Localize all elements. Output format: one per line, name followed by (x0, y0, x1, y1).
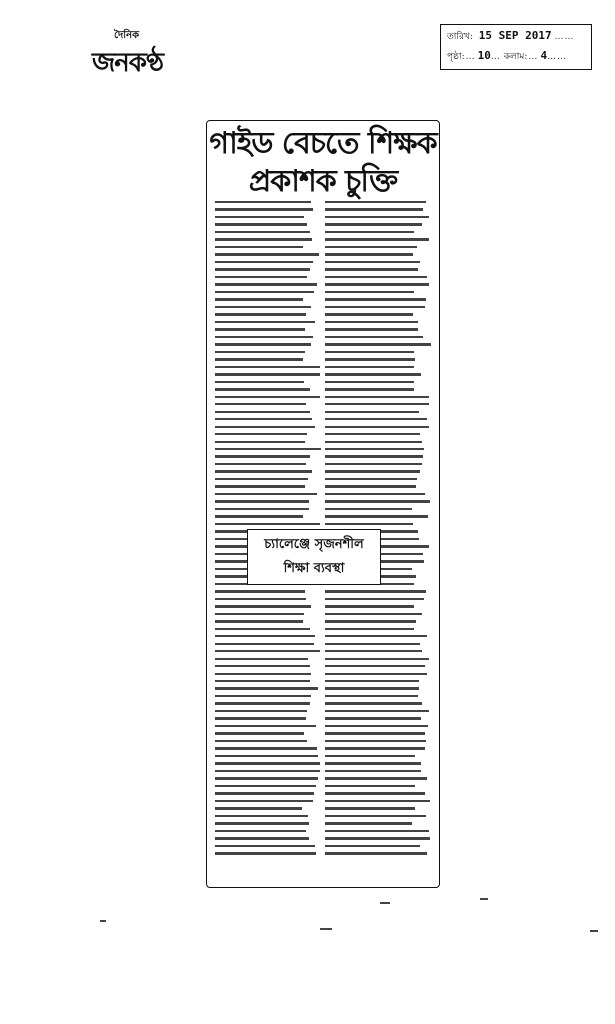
body-text-line (325, 702, 422, 704)
body-text-line (325, 710, 429, 712)
body-text-line (215, 508, 309, 510)
body-text-line (325, 463, 422, 465)
body-text-line (215, 800, 313, 802)
body-text-line (215, 755, 318, 757)
body-text-line (325, 643, 420, 645)
body-text-line (325, 455, 423, 457)
body-text-line (325, 792, 425, 794)
body-text-line (215, 231, 310, 233)
body-text-line (215, 665, 310, 667)
body-text-line (215, 470, 312, 472)
body-text-line (215, 358, 303, 360)
body-text-line (215, 261, 313, 263)
body-text-line (215, 298, 303, 300)
body-text-line (215, 747, 317, 749)
body-text-line (215, 822, 309, 824)
subheading-line-1: চ্যালেঞ্জে সৃজনশীল (264, 537, 364, 552)
body-text-line (325, 717, 421, 719)
body-text-line (215, 321, 315, 323)
body-text-line (325, 613, 422, 615)
body-text-line (215, 426, 315, 428)
body-text-line (215, 433, 307, 435)
body-text-line (215, 807, 302, 809)
masthead-newspaper-name: জনকণ্ঠ (92, 48, 163, 78)
body-text-line (215, 366, 320, 368)
page-scan-mark (100, 920, 106, 922)
body-text-line (325, 238, 429, 240)
body-text-line (215, 628, 310, 630)
body-text-line (215, 216, 304, 218)
body-text-line (325, 598, 424, 600)
body-text-line (325, 515, 428, 517)
body-text-line (325, 321, 418, 323)
stamp-date-row: তারিখ: 15 SEP 2017 …… (447, 29, 575, 42)
body-text-line (215, 268, 310, 270)
body-text-line (325, 590, 426, 592)
body-text-line (325, 373, 421, 375)
page-scan-mark (480, 898, 488, 900)
body-text-line (215, 313, 306, 315)
body-text-line (325, 261, 420, 263)
body-text-line (325, 381, 414, 383)
body-text-line (325, 351, 414, 353)
stamp-column-label: কলাম (503, 52, 525, 62)
body-text-line (325, 470, 420, 472)
body-text-line (215, 852, 316, 854)
body-text-line (325, 523, 413, 525)
stamp-date-value: 15 SEP 2017 (478, 29, 552, 42)
body-text-line (325, 620, 416, 622)
body-text-line (215, 223, 307, 225)
body-text-line (215, 485, 305, 487)
body-text-line (215, 253, 319, 255)
body-text-line (325, 283, 429, 285)
page-scan-mark (590, 930, 598, 932)
body-text-line (215, 740, 307, 742)
body-text-line (325, 358, 415, 360)
body-text-line (215, 620, 303, 622)
body-text-line (215, 837, 309, 839)
body-text-line (215, 710, 307, 712)
body-text-line (325, 635, 427, 637)
stamp-page-label: পৃষ্ঠা (447, 52, 462, 62)
body-text-line (215, 732, 304, 734)
body-text-line (325, 298, 426, 300)
stamp-page-row: পৃষ্ঠা:… 10… কলাম:… 4…… (447, 49, 568, 62)
body-text-line (325, 313, 413, 315)
body-text-line (325, 328, 418, 330)
body-text-line (215, 351, 305, 353)
body-text-line (325, 433, 420, 435)
date-page-stamp (440, 24, 592, 70)
article-subheading-box (247, 529, 381, 585)
body-text-line (215, 725, 316, 727)
body-text-line (325, 755, 415, 757)
body-text-line (215, 373, 320, 375)
body-text-line (325, 201, 426, 203)
body-text-line (325, 336, 423, 338)
body-text-line (215, 762, 320, 764)
body-text-line (215, 291, 314, 293)
body-text-line (325, 665, 425, 667)
body-text-line (325, 418, 427, 420)
body-text-line (215, 343, 311, 345)
body-text-line (215, 830, 306, 832)
stamp-date-label: তারিখ (447, 32, 470, 42)
body-text-line (325, 478, 417, 480)
body-text-line (215, 208, 313, 210)
body-text-line (325, 673, 427, 675)
body-text-line (325, 800, 430, 802)
body-text-line (325, 441, 422, 443)
body-text-line (325, 628, 414, 630)
body-text-line (215, 478, 308, 480)
newspaper-masthead (92, 28, 202, 78)
body-text-line (215, 448, 321, 450)
headline-line-2: প্রকাশক চুক্তি (248, 164, 398, 199)
body-text-line (325, 291, 414, 293)
body-text-line (325, 403, 429, 405)
body-text-line (325, 508, 412, 510)
body-text-line (215, 777, 318, 779)
body-text-line (325, 747, 425, 749)
body-text-line (215, 687, 318, 689)
body-text-line (215, 201, 311, 203)
body-text-line (325, 268, 418, 270)
body-text-line (215, 336, 313, 338)
body-text-line (215, 396, 320, 398)
body-text-line (325, 822, 412, 824)
body-text-line (325, 830, 429, 832)
body-text-line (325, 807, 415, 809)
stamp-page-value: 10 (477, 49, 491, 62)
body-text-line (325, 770, 421, 772)
body-text-line (325, 785, 415, 787)
body-text-line (325, 650, 422, 652)
body-text-line (215, 283, 317, 285)
body-text-line (215, 246, 303, 248)
body-text-line (215, 388, 310, 390)
body-text-line (325, 695, 418, 697)
body-text-line (215, 403, 306, 405)
body-text-line (215, 411, 310, 413)
body-text-line (325, 485, 416, 487)
body-text-line (215, 815, 308, 817)
body-text-line (325, 845, 420, 847)
body-text-line (215, 605, 311, 607)
body-text-line (215, 695, 311, 697)
body-text-line (215, 643, 314, 645)
body-text-line (215, 650, 320, 652)
body-text-line (215, 276, 307, 278)
body-text-line (215, 658, 308, 660)
body-text-line (215, 238, 312, 240)
body-text-line (215, 493, 317, 495)
body-text-line (215, 613, 304, 615)
body-text-line (215, 515, 303, 517)
body-text-line (325, 658, 429, 660)
body-text-line (325, 388, 414, 390)
article-clipping (206, 120, 440, 888)
body-text-line (325, 605, 414, 607)
body-text-line (325, 852, 427, 854)
body-text-line (325, 208, 423, 210)
body-text-line (325, 231, 414, 233)
body-text-line (325, 500, 430, 502)
body-text-line (215, 717, 306, 719)
body-text-line (215, 673, 311, 675)
body-text-line (325, 411, 419, 413)
body-text-line (215, 680, 310, 682)
body-text-line (325, 343, 431, 345)
body-text-line (215, 598, 306, 600)
body-text-line (325, 306, 425, 308)
stamp-column-value: 4 (540, 49, 548, 62)
body-text-line (215, 455, 310, 457)
body-text-line (325, 725, 428, 727)
body-text-line (325, 777, 427, 779)
body-text-line (215, 792, 314, 794)
body-text-line (325, 740, 426, 742)
body-text-line (215, 702, 310, 704)
body-text-line (325, 815, 426, 817)
body-text-line (215, 590, 305, 592)
body-text-line (325, 732, 425, 734)
body-text-line (325, 216, 429, 218)
body-text-line (325, 253, 413, 255)
body-text-line (325, 493, 425, 495)
body-text-line (215, 441, 305, 443)
article-headline (207, 125, 439, 201)
body-text-line (325, 246, 417, 248)
body-text-line (215, 381, 304, 383)
body-text-line (215, 328, 305, 330)
subheading-line-2: শিক্ষা ব্যবস্থা (283, 561, 345, 576)
body-text-line (215, 306, 311, 308)
body-text-line (325, 366, 414, 368)
body-text-line (215, 500, 309, 502)
body-text-line (325, 396, 429, 398)
body-text-line (325, 680, 419, 682)
body-text-line (325, 762, 421, 764)
body-text-line (215, 770, 320, 772)
body-text-line (325, 426, 429, 428)
body-text-line (215, 635, 315, 637)
body-text-line (215, 785, 316, 787)
body-text-line (325, 448, 424, 450)
body-text-line (215, 418, 312, 420)
body-text-line (325, 687, 419, 689)
body-text-line (215, 523, 320, 525)
body-text-line (325, 223, 422, 225)
page-scan-mark (380, 902, 390, 904)
body-text-line (215, 463, 306, 465)
page-scan-mark (320, 928, 332, 930)
headline-line-1: গাইড বেচতে শিক্ষক (209, 126, 437, 161)
body-text-line (215, 845, 315, 847)
masthead-daily-label: দৈনিক (114, 30, 140, 41)
body-text-line (325, 837, 430, 839)
body-text-line (325, 276, 427, 278)
